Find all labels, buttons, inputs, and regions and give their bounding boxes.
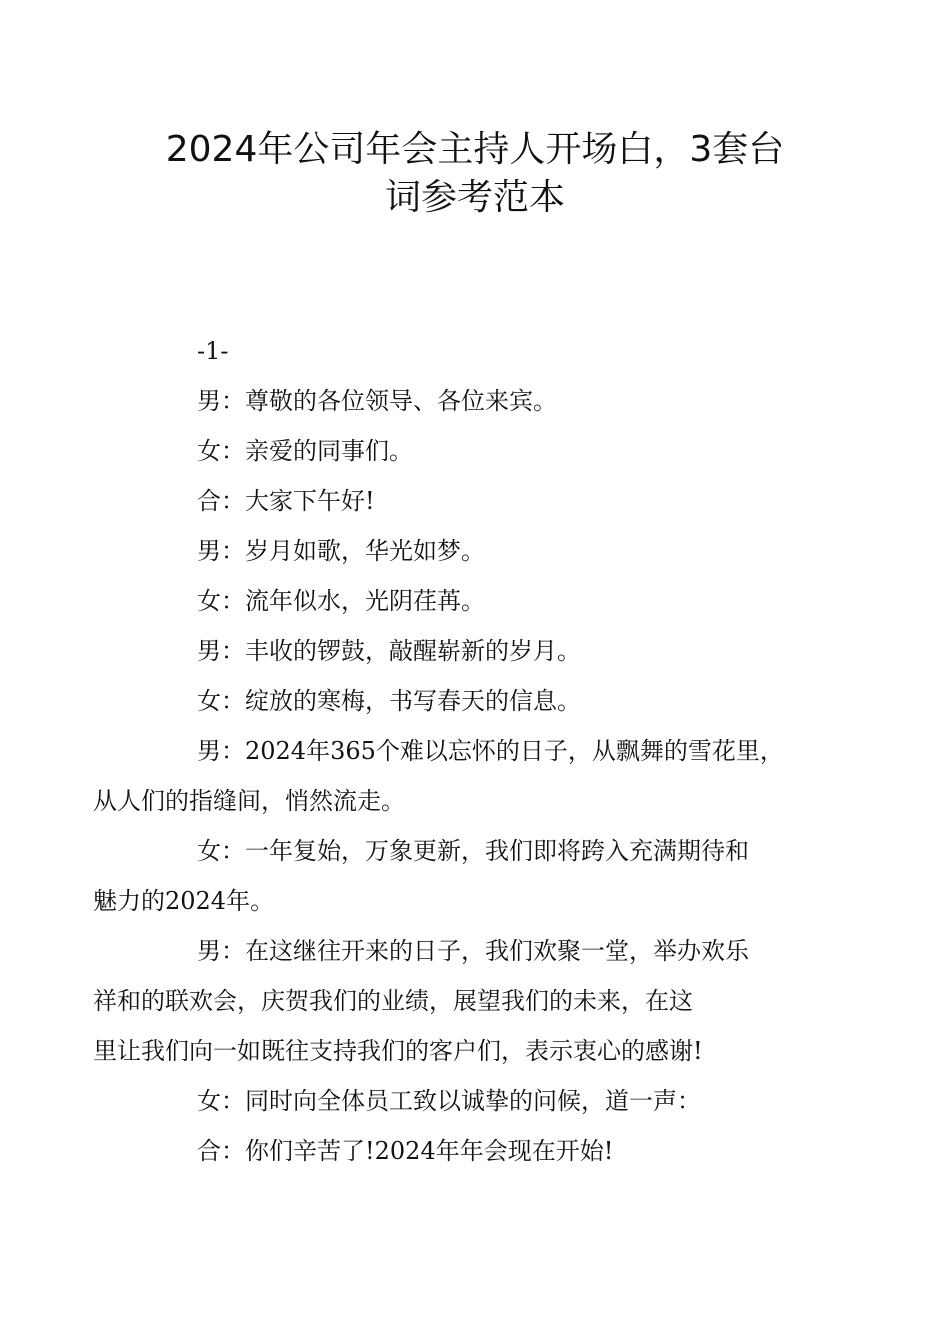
dialogue-paragraph <box>145 476 830 526</box>
dialogue-paragraph <box>145 1076 830 1126</box>
paragraph-line: 男：在这继往开来的日子，我们欢聚一堂，举办欢乐 <box>197 937 749 965</box>
paragraph-line: 祥和的联欢会，庆贺我们的业绩，展望我们的未来，在这 <box>93 987 693 1015</box>
paragraph-line: 从人们的指缝间，悄然流走。 <box>93 787 405 815</box>
paragraph-line: 女：同时向全体员工致以诚挚的问候，道一声： <box>197 1087 701 1115</box>
paragraph-line: 合：大家下午好! <box>197 487 375 515</box>
dialogue-paragraph <box>145 426 830 476</box>
title-line-1: 2024年公司年会主持人开场白，3套台 <box>165 129 785 170</box>
paragraph-line: 里让我们向一如既往支持我们的客户们，表示衷心的感谢! <box>93 1037 703 1065</box>
dialogue-paragraph <box>145 376 830 426</box>
paragraph-line: 男：岁月如歌，华光如梦。 <box>197 537 485 565</box>
paragraph-line: 女：一年复始，万象更新，我们即将跨入充满期待和 <box>197 837 749 865</box>
paragraph-line: 男：2024年365个难以忘怀的日子，从飘舞的雪花里， <box>197 737 784 765</box>
paragraph-line: 合：你们辛苦了!2024年年会现在开始! <box>197 1137 614 1165</box>
paragraph-line: 男：尊敬的各位领导、各位来宾。 <box>197 387 557 415</box>
dialogue-paragraph <box>145 576 830 626</box>
dialogue-paragraph <box>145 526 830 576</box>
dialogue-paragraph <box>145 1126 830 1176</box>
title-line-2: 词参考范本 <box>384 177 565 218</box>
dialogue-paragraph <box>93 726 830 826</box>
paragraph-line: -1- <box>197 337 229 365</box>
dialogue-paragraph <box>145 676 830 726</box>
section-number <box>145 326 830 376</box>
paragraph-line: 女：流年似水，光阴荏苒。 <box>197 587 485 615</box>
paragraph-line: 魅力的2024年。 <box>93 887 275 915</box>
paragraph-line: 女：亲爱的同事们。 <box>197 437 413 465</box>
dialogue-paragraph <box>145 626 830 676</box>
document-title <box>0 126 950 222</box>
paragraph-line: 女：绽放的寒梅，书写春天的信息。 <box>197 687 581 715</box>
dialogue-paragraph <box>93 826 830 926</box>
document-body <box>93 326 830 1176</box>
dialogue-paragraph <box>93 926 830 1076</box>
paragraph-line: 男：丰收的锣鼓，敲醒崭新的岁月。 <box>197 637 581 665</box>
